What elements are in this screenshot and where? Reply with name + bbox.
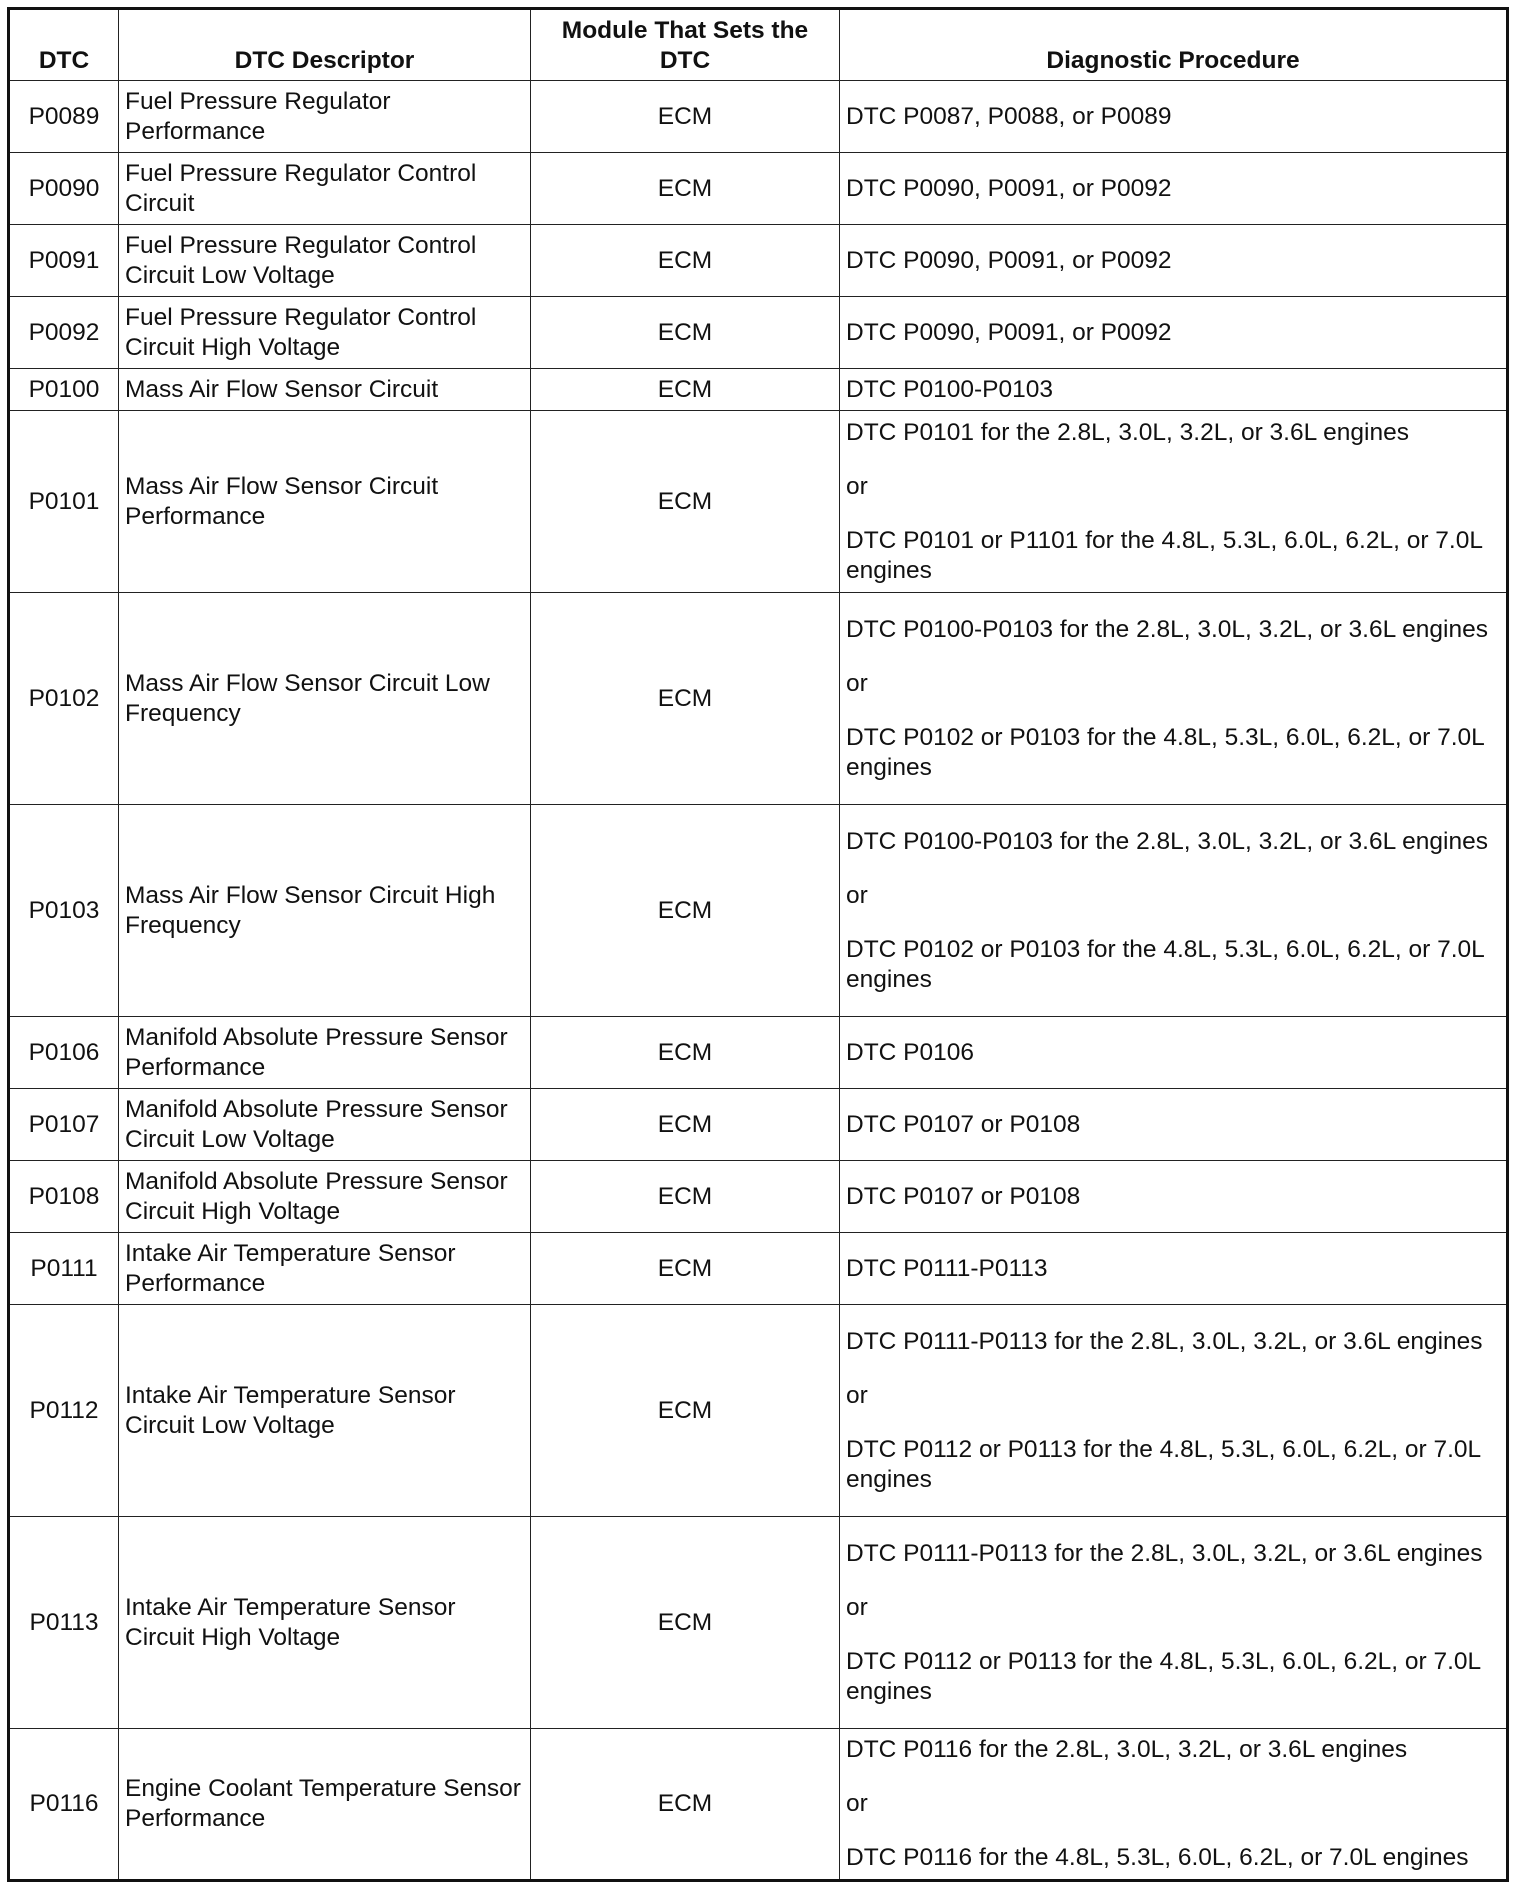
cell-diagnostic-procedure [840, 805, 1508, 1017]
dtc-table [7, 7, 1509, 1882]
cell-dtc-descriptor: Mass Air Flow Sensor Circuit Performance [119, 411, 531, 593]
cell-dtc-descriptor: Engine Coolant Temperature Sensor Performance [119, 1729, 531, 1881]
cell-diagnostic-procedure [840, 225, 1508, 297]
cell-diagnostic-procedure [840, 153, 1508, 225]
procedure-line: DTC P0102 or P0103 for the 4.8L, 5.3L, 6.0L, 6.2L, or 7.0L engines [846, 935, 1484, 993]
cell-dtc-code: P0107 [9, 1089, 119, 1161]
cell-module: ECM [531, 81, 840, 153]
table-header-row [9, 9, 1508, 81]
cell-module: ECM [531, 1089, 840, 1161]
procedure-line: DTC P0101 for the 2.8L, 3.0L, 3.2L, or 3.6L engines [846, 418, 1409, 446]
header-procedure: Diagnostic Procedure [840, 9, 1508, 81]
table-body [9, 81, 1508, 1881]
paragraph-gap [846, 1819, 1500, 1843]
cell-dtc-descriptor: Intake Air Temperature Sensor Circuit Low Voltage [119, 1305, 531, 1517]
cell-dtc-descriptor: Fuel Pressure Regulator Control Circuit [119, 153, 531, 225]
paragraph-gap [846, 1357, 1500, 1381]
cell-dtc-descriptor: Fuel Pressure Regulator Control Circuit High Voltage [119, 297, 531, 369]
cell-dtc-descriptor: Manifold Absolute Pressure Sensor Performance [119, 1017, 531, 1089]
cell-diagnostic-procedure [840, 81, 1508, 153]
cell-dtc-code: P0108 [9, 1161, 119, 1233]
cell-module: ECM [531, 225, 840, 297]
table-row [9, 369, 1508, 411]
cell-dtc-code: P0113 [9, 1517, 119, 1729]
procedure-or-separator: or [846, 1790, 868, 1817]
cell-dtc-descriptor: Fuel Pressure Regulator Performance [119, 81, 531, 153]
cell-module: ECM [531, 1729, 840, 1881]
procedure-or-separator: or [846, 1593, 868, 1621]
cell-diagnostic-procedure [840, 411, 1508, 593]
cell-diagnostic-procedure [840, 593, 1508, 805]
table-row [9, 593, 1508, 805]
paragraph-gap [846, 699, 1500, 723]
procedure-line: DTC P0111-P0113 for the 2.8L, 3.0L, 3.2L, or 3.6L engines [846, 1539, 1483, 1567]
table-row [9, 1089, 1508, 1161]
cell-diagnostic-procedure [840, 1089, 1508, 1161]
procedure-line: DTC P0100-P0103 [846, 375, 1054, 403]
cell-dtc-code: P0091 [9, 225, 119, 297]
procedure-line: DTC P0090, P0091, or P0092 [846, 174, 1172, 202]
cell-dtc-code: P0101 [9, 411, 119, 593]
paragraph-gap [846, 1765, 1500, 1789]
paragraph-gap [846, 857, 1500, 881]
cell-module: ECM [531, 411, 840, 593]
cell-diagnostic-procedure [840, 1729, 1508, 1881]
cell-dtc-descriptor: Fuel Pressure Regulator Control Circuit Low Voltage [119, 225, 531, 297]
table-row [9, 411, 1508, 593]
procedure-line: DTC P0112 or P0113 for the 4.8L, 5.3L, 6.0L, 6.2L, or 7.0L engines [846, 1435, 1481, 1493]
paragraph-gap [846, 911, 1500, 935]
procedure-line: DTC P0087, P0088, or P0089 [846, 102, 1172, 130]
cell-dtc-code: P0102 [9, 593, 119, 805]
procedure-line: DTC P0107 or P0108 [846, 1110, 1081, 1138]
procedure-line: DTC P0102 or P0103 for the 4.8L, 5.3L, 6.0L, 6.2L, or 7.0L engines [846, 723, 1484, 781]
table-row [9, 1305, 1508, 1517]
cell-module: ECM [531, 1517, 840, 1729]
paragraph-gap [846, 1623, 1500, 1647]
cell-diagnostic-procedure [840, 1017, 1508, 1089]
procedure-line: DTC P0100-P0103 for the 2.8L, 3.0L, 3.2L, or 3.6L engines [846, 615, 1488, 643]
paragraph-gap [846, 448, 1500, 472]
header-descriptor: DTC Descriptor [119, 9, 531, 81]
procedure-line: DTC P0111-P0113 for the 2.8L, 3.0L, 3.2L, or 3.6L engines [846, 1327, 1483, 1355]
paragraph-gap [846, 645, 1500, 669]
cell-dtc-code: P0100 [9, 369, 119, 411]
cell-dtc-code: P0112 [9, 1305, 119, 1517]
cell-dtc-descriptor: Mass Air Flow Sensor Circuit High Frequency [119, 805, 531, 1017]
procedure-or-separator: or [846, 881, 868, 909]
procedure-line: DTC P0107 or P0108 [846, 1182, 1081, 1210]
cell-dtc-code: P0106 [9, 1017, 119, 1089]
cell-diagnostic-procedure [840, 1517, 1508, 1729]
cell-dtc-code: P0089 [9, 81, 119, 153]
procedure-line: DTC P0090, P0091, or P0092 [846, 246, 1172, 274]
cell-dtc-descriptor: Mass Air Flow Sensor Circuit [119, 369, 531, 411]
table-row [9, 805, 1508, 1017]
procedure-line: DTC P0112 or P0113 for the 4.8L, 5.3L, 6.0L, 6.2L, or 7.0L engines [846, 1647, 1481, 1705]
procedure-line: DTC P0100-P0103 for the 2.8L, 3.0L, 3.2L, or 3.6L engines [846, 827, 1488, 855]
procedure-line: DTC P0090, P0091, or P0092 [846, 318, 1172, 346]
cell-module: ECM [531, 369, 840, 411]
header-module: Module That Sets the DTC [531, 9, 840, 81]
cell-dtc-code: P0090 [9, 153, 119, 225]
table-row [9, 1017, 1508, 1089]
paragraph-gap [846, 502, 1500, 526]
table-row [9, 1161, 1508, 1233]
table-row [9, 1233, 1508, 1305]
cell-diagnostic-procedure [840, 1233, 1508, 1305]
procedure-line: DTC P0101 or P1101 for the 4.8L, 5.3L, 6.0L, 6.2L, or 7.0L engines [846, 526, 1483, 584]
cell-diagnostic-procedure [840, 1161, 1508, 1233]
cell-dtc-descriptor: Intake Air Temperature Sensor Performance [119, 1233, 531, 1305]
cell-module: ECM [531, 1233, 840, 1305]
procedure-line: DTC P0116 for the 2.8L, 3.0L, 3.2L, or 3.6L engines [846, 1736, 1408, 1763]
procedure-or-separator: or [846, 472, 868, 500]
header-dtc: DTC [9, 9, 119, 81]
paragraph-gap [846, 1411, 1500, 1435]
table-row [9, 297, 1508, 369]
cell-dtc-descriptor: Mass Air Flow Sensor Circuit Low Frequency [119, 593, 531, 805]
procedure-line: DTC P0111-P0113 [846, 1254, 1048, 1282]
cell-dtc-code: P0103 [9, 805, 119, 1017]
table-row [9, 153, 1508, 225]
cell-module: ECM [531, 593, 840, 805]
cell-diagnostic-procedure [840, 297, 1508, 369]
cell-diagnostic-procedure [840, 369, 1508, 411]
cell-module: ECM [531, 1017, 840, 1089]
procedure-line: DTC P0116 for the 4.8L, 5.3L, 6.0L, 6.2L, or 7.0L engines [846, 1844, 1469, 1871]
cell-dtc-code: P0116 [9, 1729, 119, 1881]
cell-dtc-descriptor: Manifold Absolute Pressure Sensor Circuit High Voltage [119, 1161, 531, 1233]
cell-module: ECM [531, 1161, 840, 1233]
cell-diagnostic-procedure [840, 1305, 1508, 1517]
table-row [9, 81, 1508, 153]
cell-dtc-code: P0092 [9, 297, 119, 369]
procedure-line: DTC P0106 [846, 1038, 975, 1066]
cell-module: ECM [531, 297, 840, 369]
paragraph-gap [846, 1569, 1500, 1593]
cell-module: ECM [531, 805, 840, 1017]
table-row [9, 1517, 1508, 1729]
cell-dtc-code: P0111 [9, 1233, 119, 1305]
dtc-table-container [7, 7, 1506, 1882]
table-row [9, 1729, 1508, 1881]
table-row [9, 225, 1508, 297]
cell-module: ECM [531, 153, 840, 225]
procedure-or-separator: or [846, 1381, 868, 1409]
cell-dtc-descriptor: Manifold Absolute Pressure Sensor Circuit Low Voltage [119, 1089, 531, 1161]
cell-module: ECM [531, 1305, 840, 1517]
procedure-or-separator: or [846, 669, 868, 697]
cell-dtc-descriptor: Intake Air Temperature Sensor Circuit High Voltage [119, 1517, 531, 1729]
